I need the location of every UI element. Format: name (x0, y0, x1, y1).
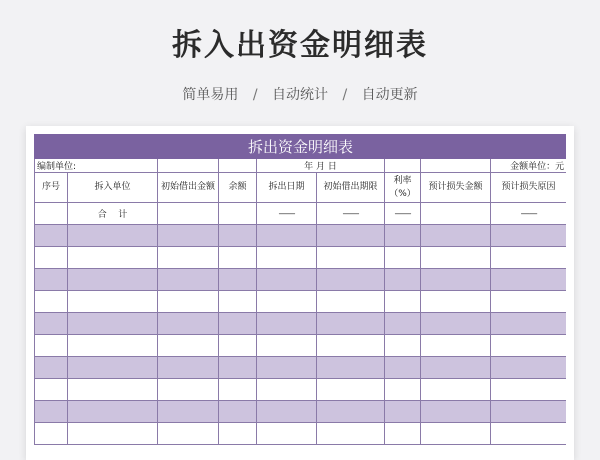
table-cell[interactable] (257, 291, 317, 313)
table-cell[interactable] (491, 379, 567, 401)
table-cell[interactable] (68, 247, 158, 269)
table-cell[interactable] (317, 225, 385, 247)
table-cell[interactable] (421, 291, 491, 313)
fund-detail-table (34, 134, 566, 445)
table-cell[interactable] (35, 225, 68, 247)
col-header-expected-loss: 预计损失金额 (421, 173, 491, 203)
table-cell[interactable] (421, 357, 491, 379)
table-cell[interactable] (421, 379, 491, 401)
spreadsheet-preview (26, 126, 574, 460)
table-cell[interactable] (219, 247, 257, 269)
table-cell[interactable] (421, 269, 491, 291)
table-cell[interactable] (385, 291, 421, 313)
table-cell[interactable] (317, 357, 385, 379)
table-cell[interactable] (317, 379, 385, 401)
table-cell[interactable] (35, 247, 68, 269)
table-cell[interactable] (385, 423, 421, 445)
table-row (35, 379, 567, 401)
table-cell[interactable] (317, 335, 385, 357)
table-cell[interactable] (385, 379, 421, 401)
table-banner-row (35, 135, 567, 159)
table-cell[interactable] (219, 269, 257, 291)
table-cell[interactable] (421, 401, 491, 423)
table-cell[interactable] (158, 313, 219, 335)
table-cell[interactable] (158, 357, 219, 379)
total-dash: —— (257, 203, 317, 225)
table-cell[interactable] (317, 269, 385, 291)
table-cell[interactable] (68, 335, 158, 357)
table-cell[interactable] (317, 401, 385, 423)
table-cell[interactable] (491, 247, 567, 269)
table-cell[interactable] (257, 247, 317, 269)
col-header-index: 序号 (35, 173, 68, 203)
total-row (35, 203, 567, 225)
table-cell[interactable] (257, 379, 317, 401)
table-row (35, 291, 567, 313)
table-cell[interactable] (491, 225, 567, 247)
table-cell[interactable] (257, 269, 317, 291)
table-cell[interactable] (35, 203, 68, 225)
table-cell[interactable] (219, 401, 257, 423)
table-cell[interactable] (219, 357, 257, 379)
col-header-borrower: 拆入单位 (68, 173, 158, 203)
table-cell[interactable] (158, 225, 219, 247)
table-cell[interactable] (158, 291, 219, 313)
table-cell[interactable] (385, 225, 421, 247)
table-cell[interactable] (257, 335, 317, 357)
total-label: 合 计 (68, 203, 158, 225)
col-header-rate-line2: （%） (389, 188, 416, 199)
table-cell[interactable] (385, 247, 421, 269)
unit-label: 编制单位: (35, 159, 158, 173)
date-label: 年 月 日 (257, 159, 385, 173)
col-header-lend-date: 拆出日期 (257, 173, 317, 203)
table-cell[interactable] (35, 335, 68, 357)
meta-cell (158, 159, 219, 173)
subtitle-item-easy: 简单易用 (182, 87, 239, 103)
table-cell[interactable] (491, 269, 567, 291)
table-cell[interactable] (491, 335, 567, 357)
subtitle-separator: / (342, 87, 348, 103)
col-header-loss-reason: 预计损失原因 (491, 173, 567, 203)
table-cell[interactable] (491, 357, 567, 379)
subtitle-separator: / (252, 87, 258, 103)
table-cell[interactable] (385, 357, 421, 379)
table-cell[interactable] (68, 291, 158, 313)
table-cell[interactable] (158, 401, 219, 423)
meta-row (35, 159, 567, 173)
table-cell[interactable] (219, 225, 257, 247)
table-row (35, 401, 567, 423)
table-cell[interactable] (219, 379, 257, 401)
subtitle-item-auto-stats: 自动统计 (272, 87, 328, 103)
table-cell[interactable] (385, 269, 421, 291)
table-cell[interactable] (35, 291, 68, 313)
table-cell[interactable] (421, 335, 491, 357)
amount-unit-label: 金额单位：元 (491, 159, 567, 173)
table-cell[interactable] (257, 423, 317, 445)
table-cell[interactable] (257, 401, 317, 423)
table-cell[interactable] (68, 423, 158, 445)
table-cell[interactable] (35, 269, 68, 291)
table-row (35, 313, 567, 335)
meta-cell (421, 159, 491, 173)
table-cell[interactable] (35, 379, 68, 401)
meta-cell (219, 159, 257, 173)
col-header-balance: 余额 (219, 173, 257, 203)
table-cell[interactable] (219, 423, 257, 445)
table-row (35, 225, 567, 247)
total-dash: —— (385, 203, 421, 225)
table-cell[interactable] (317, 247, 385, 269)
table-cell[interactable] (421, 423, 491, 445)
table-row (35, 335, 567, 357)
table-cell[interactable] (68, 357, 158, 379)
table-banner-title: 拆出资金明细表 (35, 135, 567, 159)
table-cell[interactable] (317, 423, 385, 445)
col-header-rate (385, 173, 421, 203)
total-dash: —— (491, 203, 567, 225)
table-cell[interactable] (158, 379, 219, 401)
column-header-row (35, 173, 567, 203)
table-cell[interactable] (219, 291, 257, 313)
table-row (35, 247, 567, 269)
table-cell[interactable] (317, 291, 385, 313)
table-cell[interactable] (35, 423, 68, 445)
table-cell[interactable] (257, 357, 317, 379)
table-cell[interactable] (68, 379, 158, 401)
col-header-initial-amount: 初始借出金额 (158, 173, 219, 203)
table-cell[interactable] (35, 357, 68, 379)
col-header-rate-line1: 利率 (393, 175, 412, 186)
table-cell[interactable] (421, 247, 491, 269)
table-cell[interactable] (257, 313, 317, 335)
subtitle-item-auto-update: 自动更新 (361, 87, 418, 103)
table-row (35, 423, 567, 445)
table-row (35, 269, 567, 291)
table-cell[interactable] (158, 335, 219, 357)
table-cell[interactable] (158, 269, 219, 291)
table-cell[interactable] (68, 401, 158, 423)
table-cell[interactable] (317, 313, 385, 335)
page-title: 拆入出资金明细表 (172, 28, 428, 63)
table-cell[interactable] (421, 313, 491, 335)
table-cell[interactable] (35, 401, 68, 423)
table-cell[interactable] (68, 225, 158, 247)
table-cell[interactable] (491, 401, 567, 423)
table-cell[interactable] (158, 203, 219, 225)
spreadsheet-inner (34, 134, 566, 460)
table-cell[interactable] (421, 225, 491, 247)
table-cell[interactable] (68, 269, 158, 291)
table-cell[interactable] (219, 203, 257, 225)
total-dash: —— (317, 203, 385, 225)
table-cell[interactable] (68, 313, 158, 335)
table-cell[interactable] (158, 423, 219, 445)
subtitle (0, 84, 600, 104)
table-cell[interactable] (421, 203, 491, 225)
table-cell[interactable] (219, 313, 257, 335)
col-header-initial-term: 初始借出期限 (317, 173, 385, 203)
table-cell[interactable] (385, 401, 421, 423)
table-cell[interactable] (491, 313, 567, 335)
table-cell[interactable] (35, 313, 68, 335)
table-row (35, 357, 567, 379)
table-cell[interactable] (385, 313, 421, 335)
table-cell[interactable] (158, 247, 219, 269)
table-cell[interactable] (385, 335, 421, 357)
table-cell[interactable] (491, 291, 567, 313)
table-cell[interactable] (219, 335, 257, 357)
table-cell[interactable] (257, 225, 317, 247)
table-cell[interactable] (491, 423, 567, 445)
meta-cell (385, 159, 421, 173)
